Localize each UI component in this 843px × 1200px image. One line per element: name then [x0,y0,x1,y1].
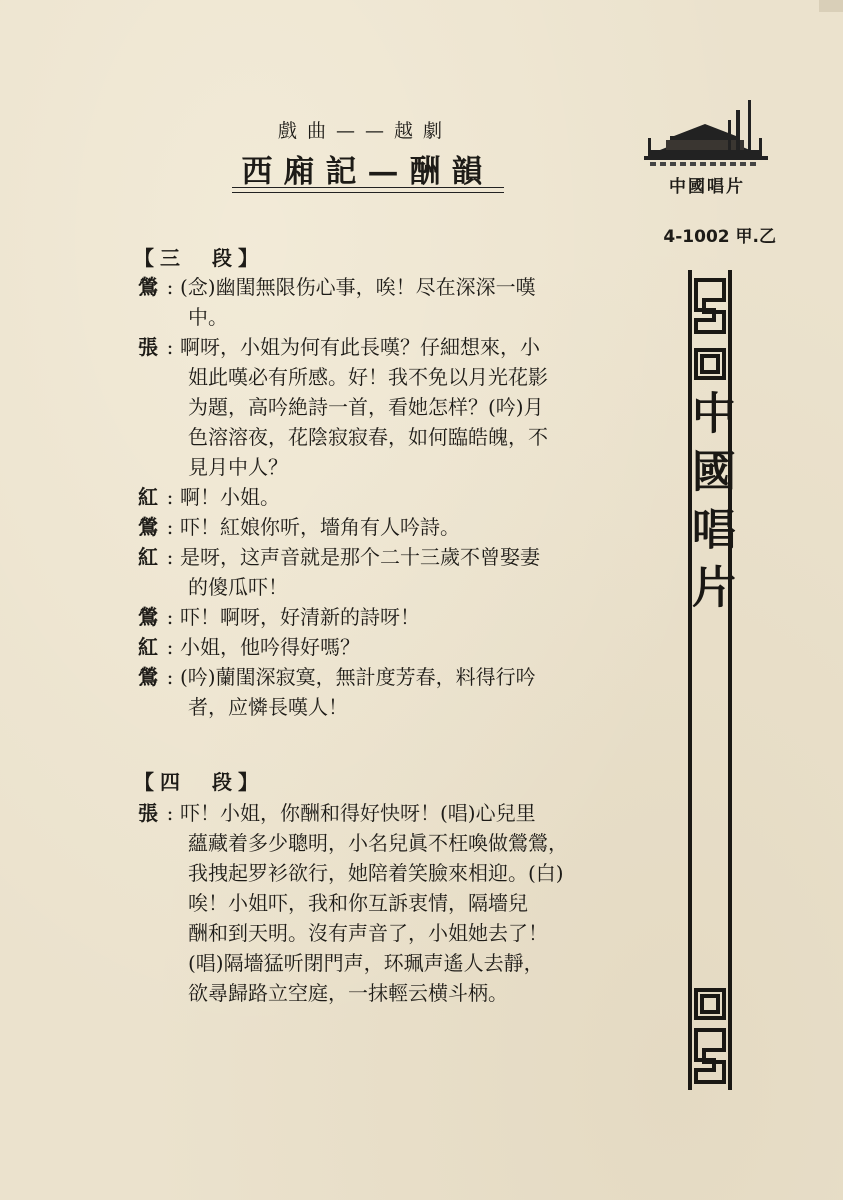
title-underline-2 [232,192,504,193]
dialogue-line: 鶯 : (吟)蘭閨深寂寞，無計度芳春，料得行吟 [138,662,618,692]
dialogue-continuation: 色溶溶夜，花陰寂寂春，如何臨皓魄，不 [188,425,548,449]
speaker: 紅 [138,485,158,509]
genre-subtitle: 戲曲——越劇 [277,120,452,142]
banner-text: 中國唱片 [684,390,735,622]
speaker: 紅 [138,635,158,659]
dialogue-continuation: 見月中人？ [188,455,288,479]
speaker: 鶯 [138,605,158,629]
dialogue-continuation: 唉！小姐吓，我和你互訴衷情，隔墻兒 [188,891,528,915]
line-text: (念)幽閨無限伤心事，唉！尽在深深一嘆 [180,275,536,299]
dialogue-continuation: 的傻瓜吓！ [188,575,288,599]
speaker: 鶯 [138,275,158,299]
line-text: 啊！小姐。 [180,485,280,509]
line-text: 是呀，这声音就是那个二十三歲不曾娶妻 [180,545,540,569]
speaker: 張 [138,801,158,825]
catalog-number: 4-1002 甲.乙 [663,227,776,247]
speaker: 紅 [138,545,158,569]
line-text: (吟)蘭閨深寂寞，無計度芳春，料得行吟 [180,665,536,689]
speaker: 鶯 [138,665,158,689]
page-title: 西廂記—酬韻 [241,154,494,190]
dialogue-line: 張 : 吓！小姐，你酬和得好快呀！(唱)心兒里 [138,798,618,828]
speaker: 鶯 [138,515,158,539]
dialogue-continuation: 者，应憐長嘆人！ [188,695,348,719]
dialogue-line: 鶯 : (念)幽閨無限伤心事，唉！尽在深深一嘆 [138,272,618,302]
speaker: 張 [138,335,158,359]
dialogue-continuation: (唱)隔墻猛听閉門声，环珮声遙人去靜， [188,951,544,975]
dialogue-continuation: 姐此嘆必有所感。好！我不免以月光花影 [188,365,548,389]
section-heading: 【四 段】 [134,770,264,794]
line-text: 吓！紅娘你听，墻角有人吟詩。 [180,515,460,539]
dialogue-line: 紅 : 小姐，他吟得好嗎？ [138,632,618,662]
dialogue-continuation: 欲尋歸路立空庭，一抹輕云横斗柄。 [188,981,508,1005]
brand-name: 中國唱片 [669,177,745,197]
dialogue-continuation: 中。 [188,305,228,329]
line-text: 吓！小姐，你酬和得好快呀！(唱)心兒里 [180,801,536,825]
dialogue-line: 張 : 啊呀，小姐为何有此長嘆？仔細想來，小 [138,332,618,362]
section-heading: 【三 段】 [134,246,264,270]
title-underline [232,187,504,188]
line-text: 吓！啊呀，好清新的詩呀！ [180,605,420,629]
dialogue-continuation: 我拽起罗衫欲行，她陪着笑臉來相迎。(白) [188,861,564,885]
dialogue-line: 鶯 : 吓！紅娘你听，墻角有人吟詩。 [138,512,618,542]
dialogue-line: 紅 : 啊！小姐。 [138,482,618,512]
dialogue-continuation: 蘊藏着多少聰明，小名兒眞不枉喚做鶯鶯， [188,831,568,855]
corner-strip [819,0,843,12]
dialogue-continuation: 为題，高吟絶詩一首，看她怎样？(吟)月 [188,395,544,419]
line-text: 啊呀，小姐为何有此長嘆？仔細想來，小 [180,335,540,359]
line-text: 小姐，他吟得好嗎？ [180,635,360,659]
dialogue-line: 紅 : 是呀，这声音就是那个二十三歲不曾娶妻 [138,542,618,572]
dialogue-line: 鶯 : 吓！啊呀，好清新的詩呀！ [138,602,618,632]
dialogue-continuation: 酬和到天明。沒有声音了，小姐她去了！ [188,921,548,945]
